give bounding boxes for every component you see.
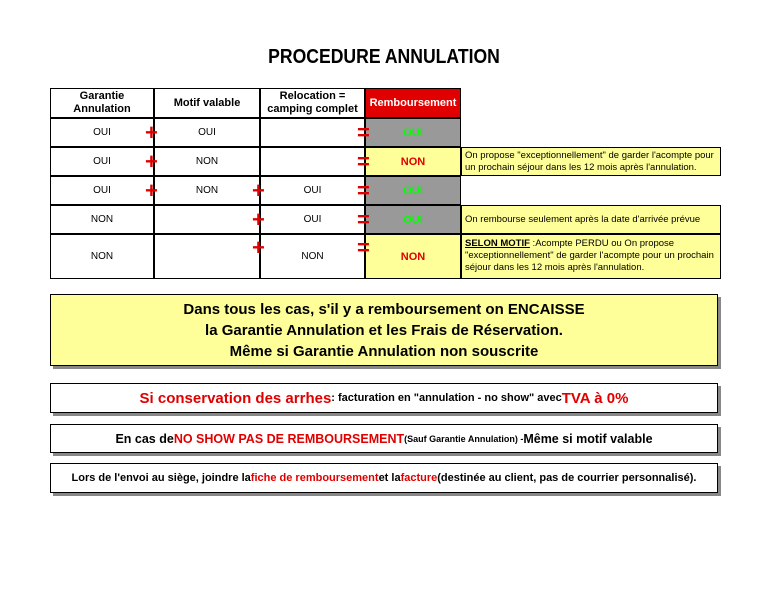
notice-envoi-part4: facture [400,472,438,484]
notice-envoi-part5: (destinée au client, pas de courrier personnalisé). [437,472,697,484]
row2-remboursement: NON [365,147,461,176]
header-motif: Motif valable [154,88,260,118]
row5-remboursement: NON [365,234,461,279]
header-remboursement: Remboursement [365,88,461,118]
notice-envoi-siege [50,463,718,493]
row4-motif [154,205,260,234]
equals-symbol: = [357,120,370,145]
row5-note-bold: SELON MOTIF [465,238,530,249]
row5-motif [154,234,260,279]
plus-symbol: + [252,207,265,232]
notice-arrhes [50,383,718,413]
notice-arrhes-part2: : facturation en "annulation - no show" avec [331,392,562,404]
header-garantie: Garantie Annulation [50,88,154,118]
row3-motif: NON [154,176,260,205]
plus-symbol: + [145,149,158,174]
row3-remboursement: OUI [365,176,461,205]
notice-envoi-part3: et la [378,472,401,484]
row2-note: On propose "exceptionnellement" de garder l'acompte pour un prochain séjour dans les 12 mois après l'annulation. [461,147,721,176]
notice-arrhes-part1: Si conservation des arrhes [139,389,332,407]
notice-no-show-part2: NO SHOW PAS DE REMBOURSEMENT [173,431,405,446]
notice-no-show-part1: En cas de [115,431,174,446]
row2-garantie: OUI [50,147,154,176]
row4-remboursement: OUI [365,205,461,234]
row3-garantie: OUI [50,176,154,205]
notice-envoi-part1: Lors de l'envoi au siège, joindre la [71,472,251,484]
notice-envoi-part2: fiche de remboursement [250,472,379,484]
row4-garantie: NON [50,205,154,234]
notice-encaisse-line1: Dans tous les cas, s'il y a remboursement on ENCAISSE [183,300,585,318]
equals-symbol: = [357,235,370,260]
row1-remboursement: OUI [365,118,461,147]
page-title: PROCEDURE ANNULATION [268,46,500,68]
equals-symbol: = [357,149,370,174]
notice-no-show-part3: (Sauf Garantie Annulation) - [404,433,524,444]
row1-relocation [260,118,365,147]
plus-symbol: + [252,178,265,203]
row5-note-text: :Acompte PERDU ou On propose "exceptionnellement" de garder l'acompte pour un prochain séjour dans les 12 mois après l'annulation. [465,238,714,273]
notice-encaisse-line3: Même si Garantie Annulation non souscrite [229,342,539,360]
row4-relocation: OUI [260,205,365,234]
notice-encaisse-line2: la Garantie Annulation et les Frais de Réservation. [205,321,563,339]
plus-symbol: + [145,120,158,145]
row2-motif: NON [154,147,260,176]
equals-symbol: = [357,178,370,203]
notice-no-show [50,424,718,453]
equals-symbol: = [357,207,370,232]
plus-symbol: + [252,235,265,260]
row5-relocation: NON [260,234,365,279]
notice-encaisse [50,294,718,366]
header-relocation: Relocation = camping complet [260,88,365,118]
row5-garantie: NON [50,234,154,279]
row1-motif: OUI [154,118,260,147]
row5-note [461,234,721,279]
row1-garantie: OUI [50,118,154,147]
notice-arrhes-part3: TVA à 0% [561,389,629,407]
row3-relocation: OUI [260,176,365,205]
row4-note: On rembourse seulement après la date d'arrivée prévue [461,205,721,234]
notice-no-show-part4: Même si motif valable [523,431,653,446]
plus-symbol: + [145,178,158,203]
row2-relocation [260,147,365,176]
